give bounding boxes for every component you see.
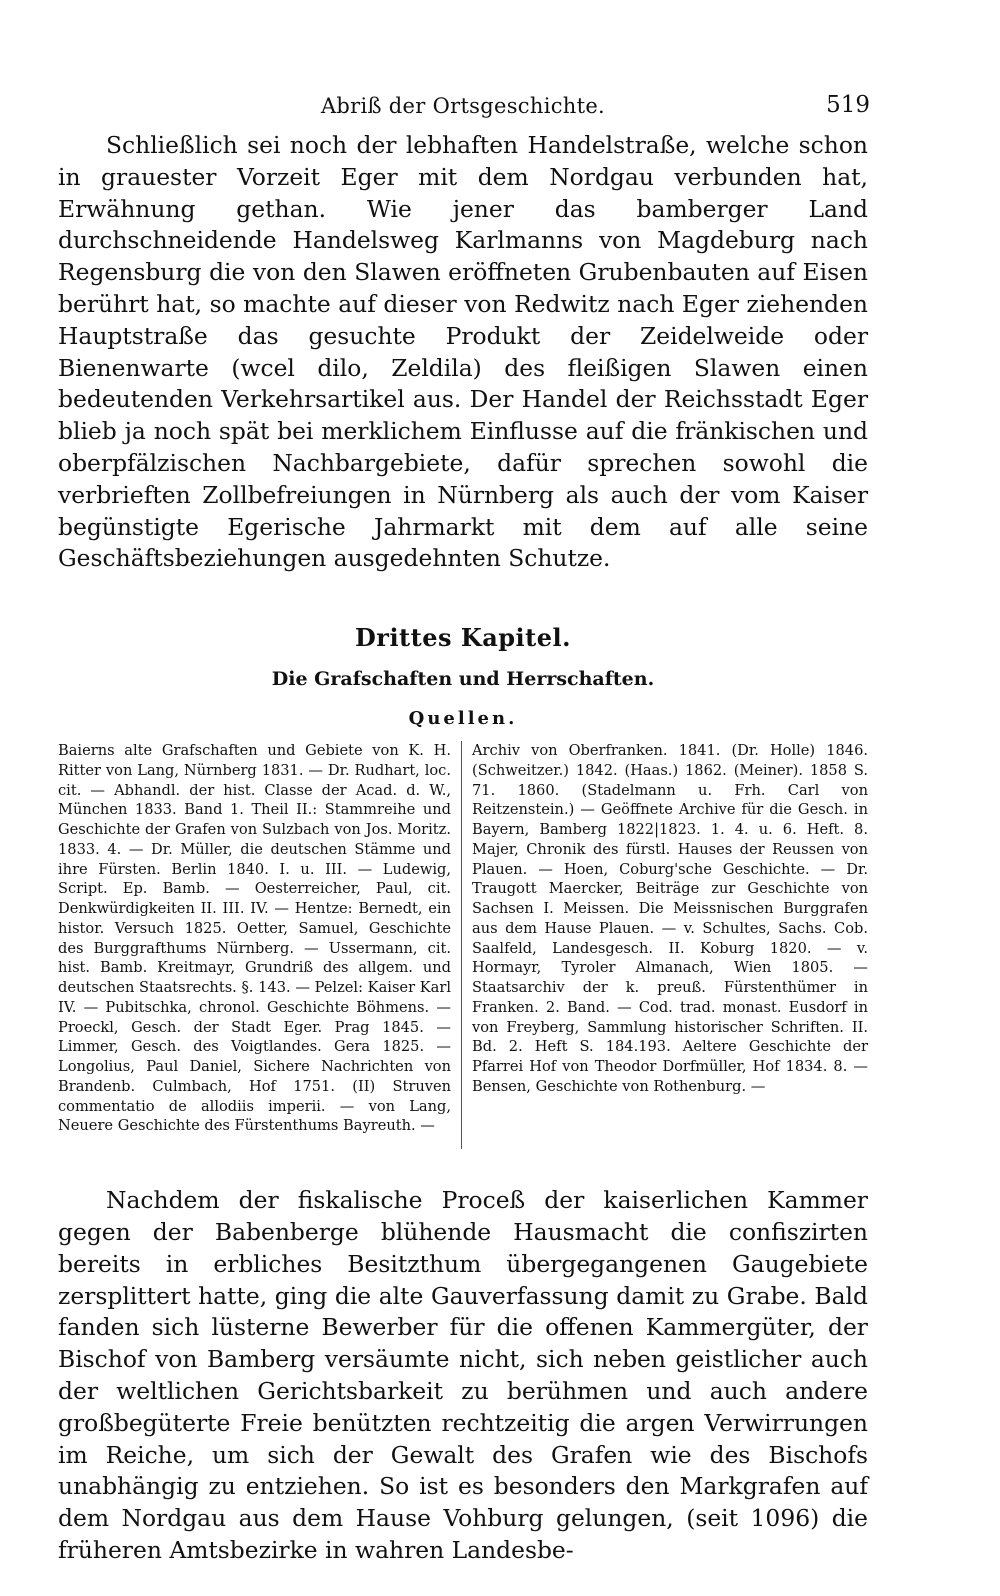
sources-left-column: Baierns alte Grafschaften und Gebiete von K. H. Ritter von Lang, Nürnberg 1831. — Dr. Rudhart, loc. cit. — Abhandl. der hist. Classe der Acad. d. W., München 1833. Band 1. Theil II.: Stammreihe und Geschichte der Grafen von Sulzbach von Jos. Moritz. 1833. 4. — Dr. Müller, die deutschen Stämme und ihre Fürsten. Berlin 1840. I. u. III. — Ludewig, Script. Ep. Bamb. — Oesterreicher, Paul, cit. Denkwürdigkeiten II. III. IV. — Hentze: Bernedt, ein histor. Versuch 1825. Oetter, Samuel, Geschichte des Burggrafthums Nürnberg. — Ussermann, cit. hist. Bamb. Kreitmayr, Grundriß des allgem. und deutschen Staatsrechts. §. 143. — Pelzel: Kaiser Karl IV. — Pubitschka, chronol. Geschichte Böhmens. — Proeckl, Gesch. der Stadt Eger. Prag 1845. — Limmer, Gesch. des Voigtlandes. Gera 1825. — Longolius, Paul Daniel, Sichere Nachrichten von Brandenb. Culmbach, Hof 1751. (II) Struven commentatio de allodiis imperii. — von Lang, Neuere Geschichte des Fürstenthums Bayreuth. — bbox=[58, 742, 451, 1135]
paragraph-gau-constitution: Nachdem der fiskalische Proceß der kaiserlichen Kammer gegen der Babenberge blühende Hausmacht die confiszirten bereits in erbliches Besitzthum übergegangenen Gaugebiete zersplittert hatte, ging die alte Gauverfassung damit zu Grabe. Bald fanden sich lüsterne Bewerber für die offenen Kammergüter, der Bischof von Bamberg versäumte nicht, sich neben geistlicher auch der weltlichen Gerichtsbarkeit zu berühmen und auch andere großbegüterte Freie benützten rechtzeitig die argen Verwirrungen im Reiche, um sich der Gewalt des Grafen wie des Bischofs unabhängig zu entziehen. So ist es besonders den Markgrafen auf dem Nordgau aus dem Hause Vohburg gelungen, (seit 1096) die früheren Amtsbezirke in wahren Landesbe- bbox=[58, 1186, 868, 1564]
sources-list bbox=[58, 741, 868, 1149]
column-divider bbox=[461, 741, 462, 1149]
chapter-subtitle: Die Grafschaften und Herrschaften. bbox=[271, 668, 655, 691]
sources-heading: Quellen. bbox=[408, 708, 518, 730]
running-title: Abriß der Ortsgeschichte. bbox=[320, 94, 606, 118]
book-page bbox=[58, 88, 868, 1590]
page-header bbox=[58, 88, 868, 122]
paragraph-trade-road: Schließlich sei noch der lebhaften Handelstraße, welche schon in grauester Vorzeit Eger mit dem Nordgau verbunden hat, Erwähnung gethan. Wie jener das bamberger Land durchschneidende Handelsweg Karlmanns von Magdeburg nach Regensburg die von den Slawen eröffneten Grubenbauten auf Eisen berührt hat, so machte auf dieser von Redwitz nach Eger ziehenden Hauptstraße das gesuchte Produkt der Zeidelweide oder Bienenwarte (wcel dilo, Zeldila) des fleißigen Slawen einen bedeutenden Verkehrsartikel aus. Der Handel der Reichsstadt Eger blieb ja noch spät bei merklichem Einflusse auf die fränkischen und oberpfälzischen Nachbargebiete, dafür sprechen sowohl die verbrieften Zollbefreiungen in Nürnberg als auch der vom Kaiser begünstigte Egerische Jahrmarkt mit dem auf alle seine Geschäftsbeziehungen ausgedehnten Schutze. bbox=[58, 131, 868, 573]
chapter-title: Drittes Kapitel. bbox=[354, 623, 572, 653]
page-number: 519 bbox=[826, 92, 870, 118]
sources-right-column: Archiv von Oberfranken. 1841. (Dr. Holle) 1846. (Schweitzer.) 1842. (Haas.) 1862. (Meiner). 1858 S. 71. 1860. (Stadelmann u. Frh. Carl von Reitzenstein.) — Geöffnete Archive für die Gesch. in Bayern, Bamberg 1822|1823. 1. 4. u. 6. Heft. 8. Majer, Chronik des fürstl. Hauses der Reussen von Plauen. — Hoen, Coburg'sche Geschichte. — Dr. Traugott Maercker, Beiträge zur Geschichte von Sachsen I. Meissen. Die Meissnischen Burggrafen aus dem Hause Plauen. — v. Schultes, Sachs. Cob. Saalfeld, Landesgesch. II. Koburg 1820. — v. Hormayr, Tyroler Almanach, Wien 1805. — Staatsarchiv der k. preuß. Fürstenthümer in Franken. 2. Band. — Cod. trad. monast. Eusdorf in von Freyberg, Sammlung historischer Schriften. II. Bd. 2. Heft S. 184.193. Aeltere Geschichte der Pfarrei Hof von Theodor Dorfmüller, Hof 1834. 8. — Bensen, Geschichte von Rothenburg. — bbox=[472, 742, 868, 1095]
